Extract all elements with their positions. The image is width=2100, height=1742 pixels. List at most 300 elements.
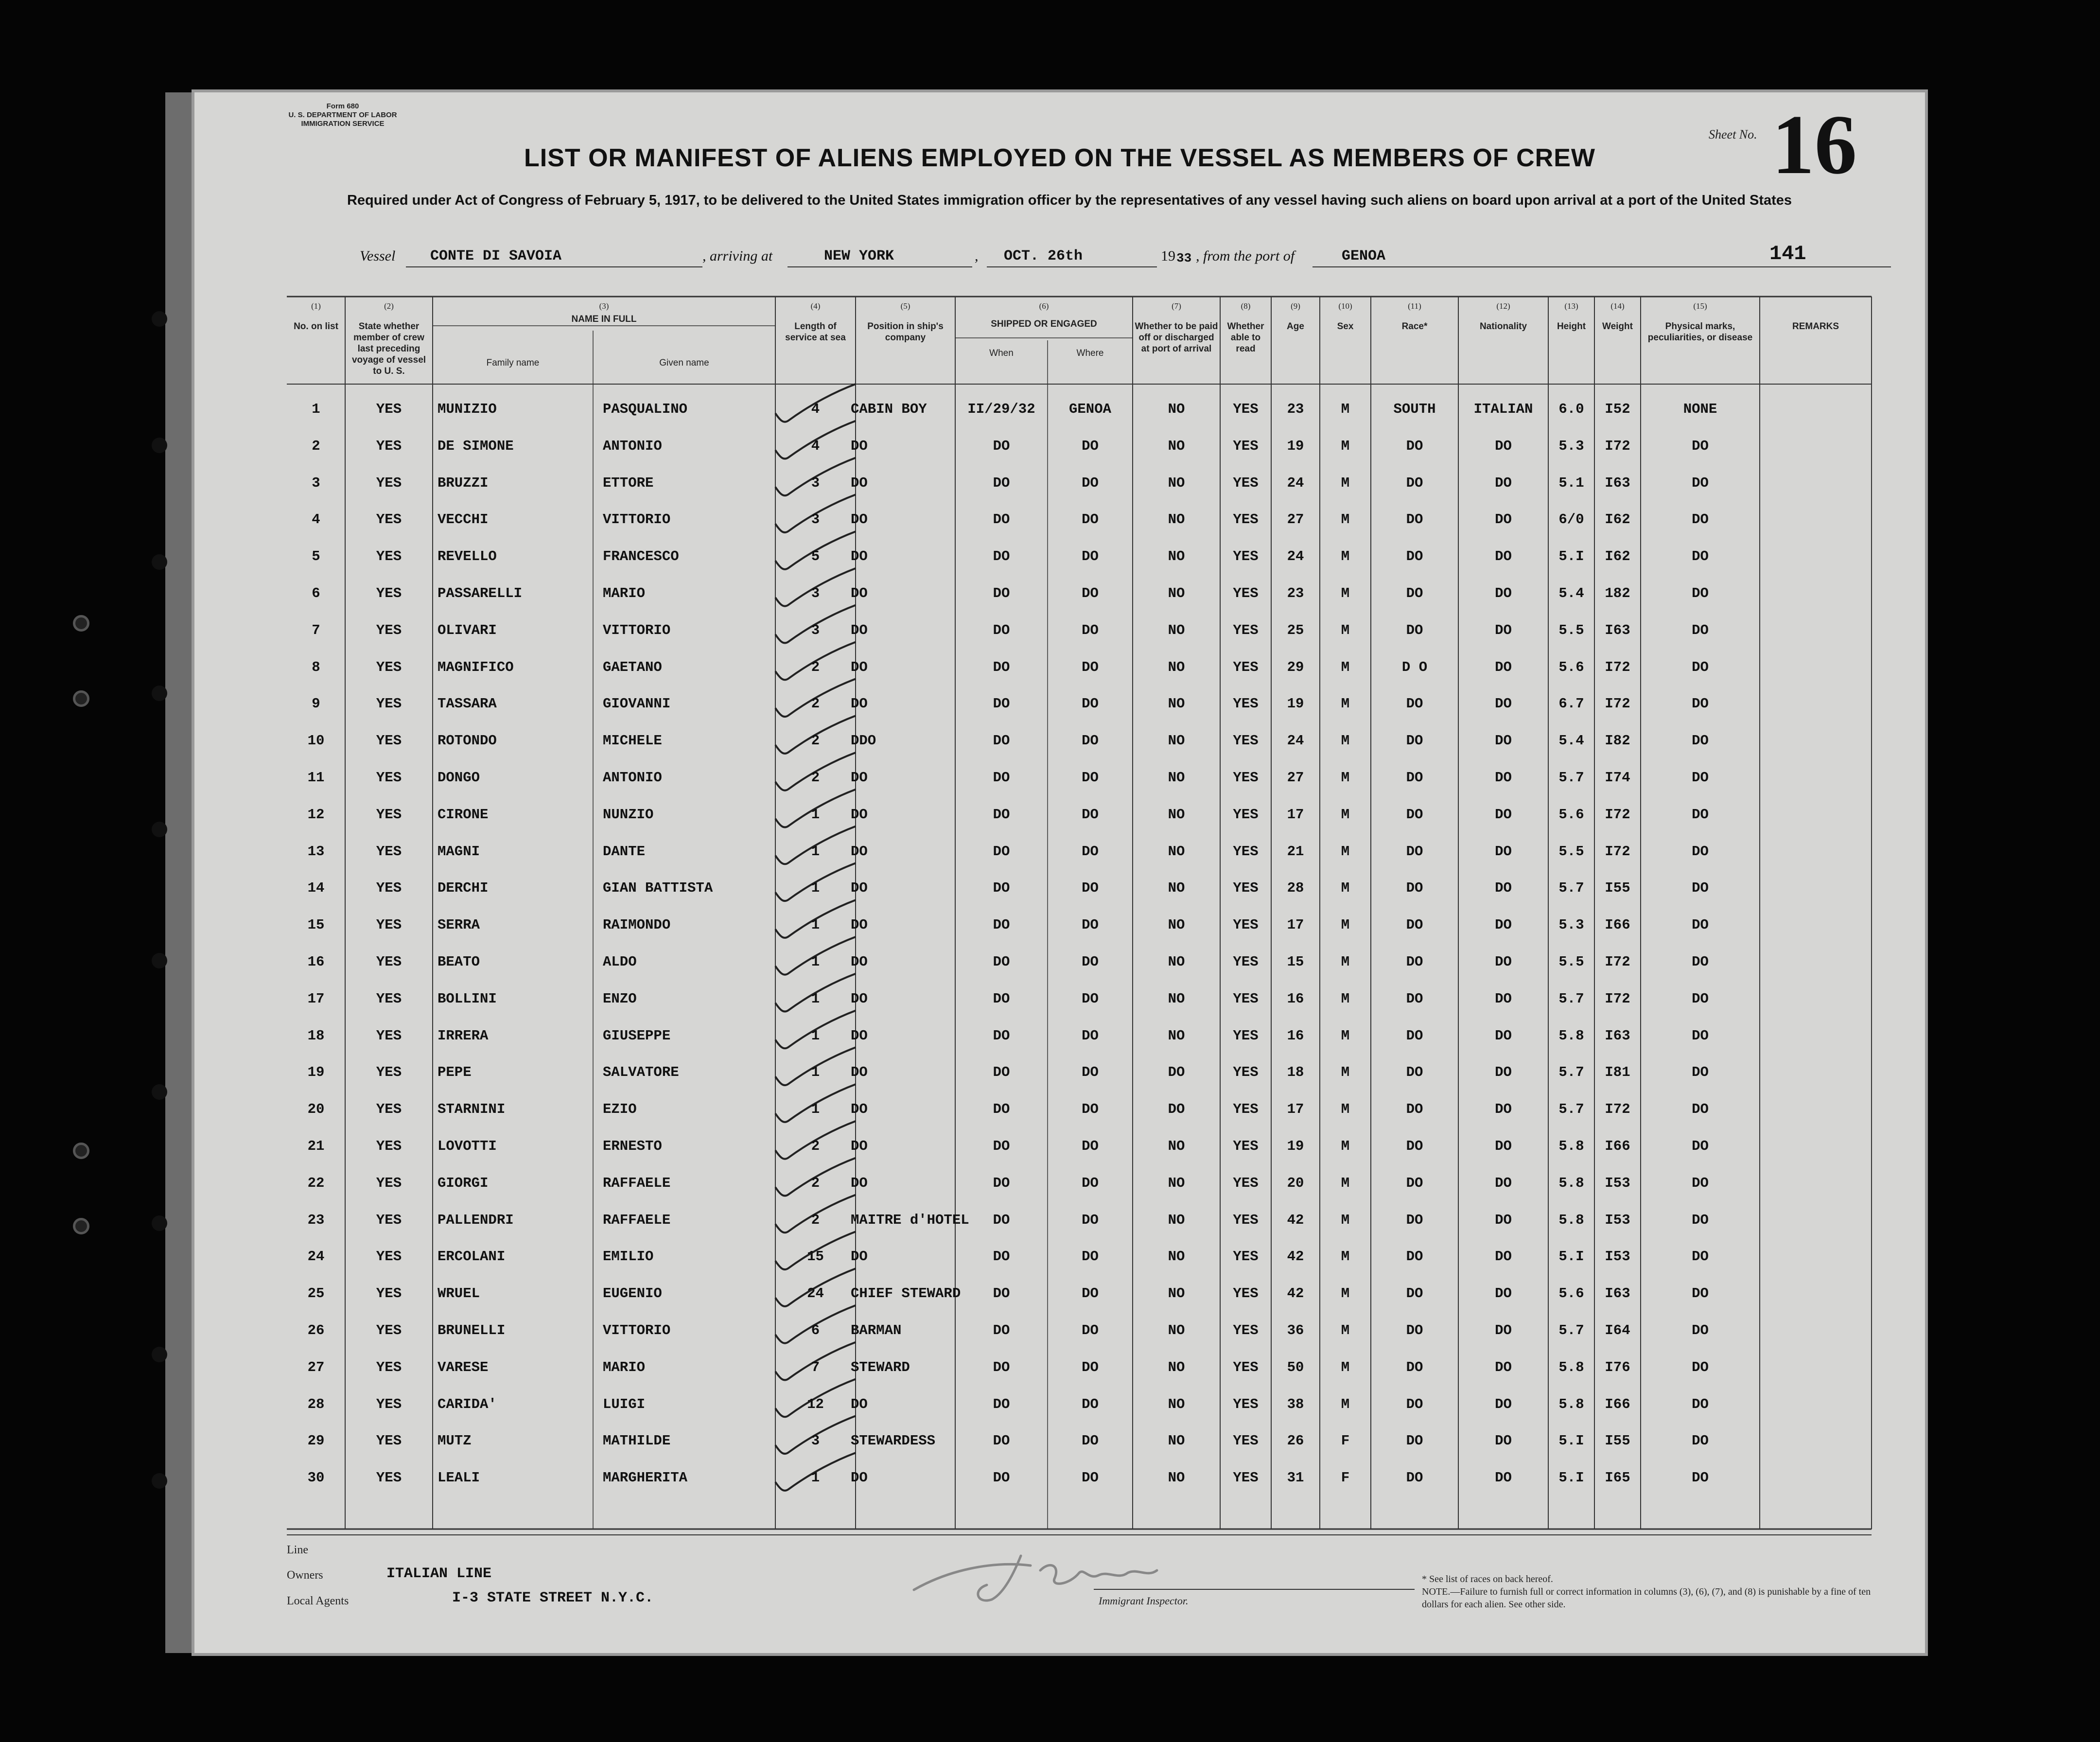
cell-when: DO <box>993 1470 1010 1486</box>
cell-when: DO <box>993 1027 1010 1044</box>
cell-race: DO <box>1406 1396 1423 1412</box>
cell-prev: YES <box>376 475 402 491</box>
cell-no: 20 <box>307 1101 325 1118</box>
column-number: (3) <box>599 301 609 311</box>
cell-height: 5.6 <box>1558 806 1584 823</box>
cell-family: PASSARELLI <box>438 585 523 601</box>
cell-where: DO <box>1082 990 1099 1007</box>
cell-marks: DO <box>1692 1470 1709 1486</box>
cell-race: DO <box>1406 1064 1423 1081</box>
cell-paid: NO <box>1168 1396 1185 1412</box>
cell-age: 42 <box>1287 1212 1304 1228</box>
cell-service: 2 <box>811 770 820 786</box>
cell-prev: YES <box>376 1212 402 1228</box>
cell-when: DO <box>993 917 1010 933</box>
cell-age: 50 <box>1287 1359 1304 1375</box>
cell-service: 3 <box>811 585 820 601</box>
cell-race: DO <box>1406 954 1423 970</box>
cell-weight: I72 <box>1605 806 1630 823</box>
cell-when: DO <box>993 806 1010 823</box>
cell-given: MARIO <box>603 585 646 601</box>
cell-prev: YES <box>376 1433 402 1449</box>
cell-no: 1 <box>312 401 320 417</box>
cell-height: 6.7 <box>1558 696 1584 712</box>
cell-height: 6/0 <box>1558 511 1584 528</box>
document-title: LIST OR MANIFEST OF ALIENS EMPLOYED ON THE VESSEL AS MEMBERS OF CREW <box>524 144 1595 172</box>
binder-hole <box>152 311 167 327</box>
cell-weight: I63 <box>1605 622 1630 638</box>
cell-marks: DO <box>1692 548 1709 565</box>
cell-position: DO <box>851 880 868 897</box>
cell-race: DO <box>1406 880 1423 897</box>
cell-race: DO <box>1406 806 1423 823</box>
cell-where: DO <box>1082 1322 1099 1338</box>
cell-prev: YES <box>376 511 402 528</box>
cell-given: FRANCESCO <box>603 548 679 565</box>
cell-given: ERNESTO <box>603 1138 662 1154</box>
cell-when: DO <box>993 438 1010 454</box>
cell-family: IRRERA <box>438 1027 489 1044</box>
cell-paid: NO <box>1168 1175 1185 1191</box>
cell-given: GIOVANNI <box>603 696 671 712</box>
cell-when: DO <box>993 843 1010 860</box>
cell-family: VARESE <box>438 1359 489 1375</box>
cell-where: DO <box>1082 1433 1099 1449</box>
cell-service: 1 <box>811 917 820 933</box>
cell-height: 5.4 <box>1558 585 1584 601</box>
cell-age: 28 <box>1287 880 1304 897</box>
binder-hole <box>152 1215 167 1231</box>
cell-height: 5.6 <box>1558 1285 1584 1302</box>
cell-service: 1 <box>811 843 820 860</box>
cell-service: 2 <box>811 733 820 749</box>
cell-service: 2 <box>811 659 820 675</box>
cell-position: DO <box>851 954 868 970</box>
cell-prev: YES <box>376 659 402 675</box>
cell-nat: DO <box>1495 806 1512 823</box>
cell-height: 5.8 <box>1558 1027 1584 1044</box>
cell-race: DO <box>1406 1470 1423 1486</box>
cell-position: DO <box>851 659 868 675</box>
cell-nat: DO <box>1495 770 1512 786</box>
cell-no: 28 <box>307 1396 325 1412</box>
cell-marks: DO <box>1692 770 1709 786</box>
cell-paid: NO <box>1168 696 1185 712</box>
cell-marks: DO <box>1692 843 1709 860</box>
cell-nat: DO <box>1495 585 1512 601</box>
cell-where: DO <box>1082 1470 1099 1486</box>
cell-paid: NO <box>1168 917 1185 933</box>
cell-read: YES <box>1233 1138 1259 1154</box>
cell-weight: 182 <box>1605 585 1630 601</box>
cell-race: DO <box>1406 733 1423 749</box>
cell-weight: I65 <box>1605 1470 1630 1486</box>
cell-no: 6 <box>312 585 320 601</box>
cell-service: 3 <box>811 1433 820 1449</box>
cell-age: 23 <box>1287 401 1304 417</box>
column-number: (9) <box>1291 301 1300 311</box>
cell-sex: M <box>1341 511 1350 528</box>
clip <box>73 615 89 632</box>
cell-age: 16 <box>1287 1027 1304 1044</box>
cell-weight: I55 <box>1605 1433 1630 1449</box>
document-subtitle: Required under Act of Congress of February 5, 1917, to be delivered to the United States immigration officer by the representatives of any vessel having such aliens on board upon arrival at a port of the United States <box>347 193 1792 208</box>
cell-given: DANTE <box>603 843 646 860</box>
cell-position: DO <box>851 990 868 1007</box>
cell-race: DO <box>1406 1322 1423 1338</box>
cell-height: 5.I <box>1558 548 1584 565</box>
column-header: Sex <box>1337 321 1354 332</box>
cell-service: 4 <box>811 438 820 454</box>
cell-position: CABIN BOY <box>851 401 927 417</box>
cell-sex: M <box>1341 585 1350 601</box>
binder-hole <box>152 554 167 570</box>
cell-age: 31 <box>1287 1470 1304 1486</box>
cell-service: 2 <box>811 1175 820 1191</box>
cell-weight: I53 <box>1605 1212 1630 1228</box>
cell-nat: DO <box>1495 1175 1512 1191</box>
cell-prev: YES <box>376 954 402 970</box>
cell-position: STEWARD <box>851 1359 910 1375</box>
cell-weight: I53 <box>1605 1249 1630 1265</box>
cell-given: GIUSEPPE <box>603 1027 671 1044</box>
cell-when: DO <box>993 880 1010 897</box>
cell-weight: I66 <box>1605 917 1630 933</box>
agents-label: Local Agents <box>287 1595 349 1607</box>
cell-nat: DO <box>1495 1212 1512 1228</box>
cell-when: II/29/32 <box>967 401 1035 417</box>
cell-weight: I52 <box>1605 401 1630 417</box>
cell-no: 3 <box>312 475 320 491</box>
cell-weight: I55 <box>1605 880 1630 897</box>
cell-read: YES <box>1233 1322 1259 1338</box>
vessel-label: Vessel <box>360 248 396 264</box>
cell-prev: YES <box>376 1359 402 1375</box>
cell-prev: YES <box>376 806 402 823</box>
cell-nat: DO <box>1495 1433 1512 1449</box>
cell-family: PALLENDRI <box>438 1212 514 1228</box>
cell-sex: M <box>1341 843 1350 860</box>
cell-prev: YES <box>376 1064 402 1081</box>
cell-family: ROTONDO <box>438 733 497 749</box>
column-number: (2) <box>384 301 394 311</box>
clip <box>73 690 89 707</box>
cell-race: DO <box>1406 1359 1423 1375</box>
cell-weight: I64 <box>1605 1322 1630 1338</box>
cell-marks: DO <box>1692 880 1709 897</box>
cell-no: 22 <box>307 1175 325 1191</box>
cell-weight: I72 <box>1605 990 1630 1007</box>
cell-sex: M <box>1341 1249 1350 1265</box>
cell-height: 5.7 <box>1558 1101 1584 1118</box>
cell-marks: DO <box>1692 1027 1709 1044</box>
cell-prev: YES <box>376 1396 402 1412</box>
cell-marks: DO <box>1692 1433 1709 1449</box>
column-header: Physical marks, peculiarities, or disease <box>1647 321 1753 343</box>
cell-age: 29 <box>1287 659 1304 675</box>
cell-weight: I72 <box>1605 843 1630 860</box>
line-label: Line <box>287 1544 308 1556</box>
cell-given: PASQUALINO <box>603 401 688 417</box>
cell-when: DO <box>993 1101 1010 1118</box>
cell-age: 26 <box>1287 1433 1304 1449</box>
cell-height: 5.6 <box>1558 659 1584 675</box>
cell-paid: NO <box>1168 548 1185 565</box>
cell-no: 12 <box>307 806 325 823</box>
cell-sex: M <box>1341 659 1350 675</box>
cell-weight: I72 <box>1605 1101 1630 1118</box>
cell-marks: DO <box>1692 585 1709 601</box>
cell-sex: M <box>1341 1322 1350 1338</box>
cell-no: 23 <box>307 1212 325 1228</box>
column-header: Position in ship's company <box>867 321 944 343</box>
cell-nat: DO <box>1495 1064 1512 1081</box>
cell-family: SERRA <box>438 917 480 933</box>
cell-race: DO <box>1406 622 1423 638</box>
cell-no: 2 <box>312 438 320 454</box>
column-number: (7) <box>1172 301 1181 311</box>
cell-family: BEATO <box>438 954 480 970</box>
cell-position: DO <box>851 917 868 933</box>
cell-height: 5.I <box>1558 1433 1584 1449</box>
cell-family: BRUNELLI <box>438 1322 506 1338</box>
cell-marks: DO <box>1692 622 1709 638</box>
cell-no: 4 <box>312 511 320 528</box>
cell-given: MARGHERITA <box>603 1470 688 1486</box>
cell-age: 16 <box>1287 990 1304 1007</box>
cell-no: 30 <box>307 1470 325 1486</box>
cell-no: 17 <box>307 990 325 1007</box>
column-header: Weight <box>1602 321 1633 332</box>
cell-where: DO <box>1082 659 1099 675</box>
cell-service: 2 <box>811 696 820 712</box>
cell-no: 27 <box>307 1359 325 1375</box>
cell-marks: DO <box>1692 917 1709 933</box>
column-header: Nationality <box>1479 321 1527 332</box>
cell-where: DO <box>1082 696 1099 712</box>
cell-sex: M <box>1341 1396 1350 1412</box>
cell-weight: I72 <box>1605 438 1630 454</box>
cell-paid: DO <box>1168 1101 1185 1118</box>
cell-read: YES <box>1233 438 1259 454</box>
cell-read: YES <box>1233 511 1259 528</box>
column-number: (5) <box>900 301 910 311</box>
cell-marks: DO <box>1692 806 1709 823</box>
cell-position: DDO <box>851 733 876 749</box>
cell-weight: I66 <box>1605 1138 1630 1154</box>
cell-prev: YES <box>376 1138 402 1154</box>
subheader-where: Where <box>1076 348 1104 358</box>
cell-nat: DO <box>1495 1027 1512 1044</box>
cell-height: 5.5 <box>1558 843 1584 860</box>
cell-race: DO <box>1406 843 1423 860</box>
cell-no: 5 <box>312 548 320 565</box>
cell-no: 9 <box>312 696 320 712</box>
cell-where: DO <box>1082 438 1099 454</box>
cell-where: DO <box>1082 622 1099 638</box>
cell-where: DO <box>1082 917 1099 933</box>
cell-prev: YES <box>376 880 402 897</box>
cell-when: DO <box>993 475 1010 491</box>
column-header: NAME IN FULL <box>571 314 637 324</box>
cell-nat: DO <box>1495 659 1512 675</box>
cell-when: DO <box>993 1285 1010 1302</box>
cell-where: DO <box>1082 585 1099 601</box>
cell-position: DO <box>851 585 868 601</box>
cell-given: MATHILDE <box>603 1433 671 1449</box>
sheet-code: 141 <box>1769 242 1806 265</box>
cell-given: RAIMONDO <box>603 917 671 933</box>
cell-marks: DO <box>1692 511 1709 528</box>
cell-paid: NO <box>1168 954 1185 970</box>
column-header: Race* <box>1401 321 1428 332</box>
cell-weight: I62 <box>1605 511 1630 528</box>
cell-sex: M <box>1341 954 1350 970</box>
cell-given: LUIGI <box>603 1396 646 1412</box>
cell-prev: YES <box>376 1470 402 1486</box>
cell-where: DO <box>1082 511 1099 528</box>
cell-prev: YES <box>376 1249 402 1265</box>
cell-marks: DO <box>1692 1212 1709 1228</box>
cell-position: BARMAN <box>851 1322 902 1338</box>
vessel-line: Vessel CONTE DI SAVOIA , arriving at NEW YORK , OCT. 26th 19 33 , from the port of GENOA <box>360 248 1867 269</box>
column-number: (14) <box>1610 301 1625 311</box>
cell-where: DO <box>1082 1285 1099 1302</box>
cell-marks: DO <box>1692 990 1709 1007</box>
cell-when: DO <box>993 733 1010 749</box>
cell-marks: DO <box>1692 438 1709 454</box>
cell-sex: M <box>1341 548 1350 565</box>
cell-weight: I81 <box>1605 1064 1630 1081</box>
cell-where: DO <box>1082 1359 1099 1375</box>
cell-sex: M <box>1341 401 1350 417</box>
binder-hole <box>152 1473 167 1489</box>
cell-age: 23 <box>1287 585 1304 601</box>
cell-height: 5.I <box>1558 1249 1584 1265</box>
cell-service: 1 <box>811 990 820 1007</box>
cell-where: DO <box>1082 880 1099 897</box>
inspector-label: Immigrant Inspector. <box>1099 1595 1189 1607</box>
cell-position: DO <box>851 1249 868 1265</box>
cell-height: 5.4 <box>1558 733 1584 749</box>
arrival-port: NEW YORK <box>824 248 894 264</box>
cell-when: DO <box>993 659 1010 675</box>
cell-height: 5.3 <box>1558 438 1584 454</box>
cell-service: 24 <box>807 1285 824 1302</box>
cell-read: YES <box>1233 659 1259 675</box>
cell-where: DO <box>1082 548 1099 565</box>
cell-weight: I53 <box>1605 1175 1630 1191</box>
binder-hole <box>152 953 167 968</box>
column-header: Length of service at sea <box>785 321 846 343</box>
cell-marks: DO <box>1692 696 1709 712</box>
cell-where: DO <box>1082 954 1099 970</box>
cell-given: VITTORIO <box>603 1322 671 1338</box>
form-number: Form 680 <box>326 102 359 110</box>
cell-age: 17 <box>1287 806 1304 823</box>
cell-position: CHIEF STEWARD <box>851 1285 961 1302</box>
arriving-label: , arriving at <box>702 248 773 264</box>
cell-service: 3 <box>811 511 820 528</box>
cell-position: DO <box>851 696 868 712</box>
cell-position: MAITRE d'HOTEL <box>851 1212 969 1228</box>
cell-given: GAETANO <box>603 659 662 675</box>
cell-where: GENOA <box>1068 401 1111 417</box>
owners-value: ITALIAN LINE <box>386 1566 492 1582</box>
cell-no: 11 <box>307 770 325 786</box>
cell-read: YES <box>1233 990 1259 1007</box>
cell-nat: DO <box>1495 1285 1512 1302</box>
cell-height: 5.1 <box>1558 475 1584 491</box>
cell-height: 5.7 <box>1558 1064 1584 1081</box>
cell-when: DO <box>993 770 1010 786</box>
cell-height: 5.8 <box>1558 1359 1584 1375</box>
subheader-given: Given name <box>659 358 709 368</box>
cell-read: YES <box>1233 733 1259 749</box>
cell-paid: NO <box>1168 659 1185 675</box>
cell-service: 3 <box>811 622 820 638</box>
cell-nat: DO <box>1495 733 1512 749</box>
cell-read: YES <box>1233 1396 1259 1412</box>
cell-race: DO <box>1406 1433 1423 1449</box>
cell-sex: F <box>1341 1433 1350 1449</box>
cell-prev: YES <box>376 1175 402 1191</box>
cell-sex: M <box>1341 917 1350 933</box>
cell-age: 27 <box>1287 511 1304 528</box>
cell-service: 1 <box>811 880 820 897</box>
column-header: Whether to be paid off or discharged at port of arrival <box>1135 321 1218 354</box>
cell-sex: M <box>1341 696 1350 712</box>
cell-age: 42 <box>1287 1249 1304 1265</box>
cell-race: DO <box>1406 1138 1423 1154</box>
cell-given: EUGENIO <box>603 1285 662 1302</box>
cell-given: NUNZIO <box>603 806 654 823</box>
cell-no: 25 <box>307 1285 325 1302</box>
cell-service: 12 <box>807 1396 824 1412</box>
column-header: No. on list <box>294 321 338 332</box>
cell-sex: M <box>1341 733 1350 749</box>
cell-height: 5.7 <box>1558 770 1584 786</box>
cell-weight: I63 <box>1605 1285 1630 1302</box>
cell-marks: DO <box>1692 1322 1709 1338</box>
cell-nat: DO <box>1495 438 1512 454</box>
cell-position: DO <box>851 622 868 638</box>
cell-given: EMILIO <box>603 1249 654 1265</box>
service-name: IMMIGRATION SERVICE <box>301 120 385 128</box>
cell-given: ANTONIO <box>603 770 662 786</box>
cell-read: YES <box>1233 1359 1259 1375</box>
cell-where: DO <box>1082 475 1099 491</box>
cell-race: DO <box>1406 585 1423 601</box>
cell-read: YES <box>1233 770 1259 786</box>
cell-sex: M <box>1341 1138 1350 1154</box>
cell-weight: I72 <box>1605 954 1630 970</box>
cell-when: DO <box>993 1433 1010 1449</box>
cell-when: DO <box>993 696 1010 712</box>
cell-race: DO <box>1406 1101 1423 1118</box>
cell-family: CARIDA' <box>438 1396 497 1412</box>
cell-nat: DO <box>1495 954 1512 970</box>
cell-no: 24 <box>307 1249 325 1265</box>
cell-sex: M <box>1341 770 1350 786</box>
cell-weight: I74 <box>1605 770 1630 786</box>
manifest-sheet <box>194 92 1925 1653</box>
cell-paid: NO <box>1168 585 1185 601</box>
cell-paid: NO <box>1168 843 1185 860</box>
cell-marks: DO <box>1692 475 1709 491</box>
cell-sex: M <box>1341 880 1350 897</box>
cell-position: DO <box>851 1138 868 1154</box>
